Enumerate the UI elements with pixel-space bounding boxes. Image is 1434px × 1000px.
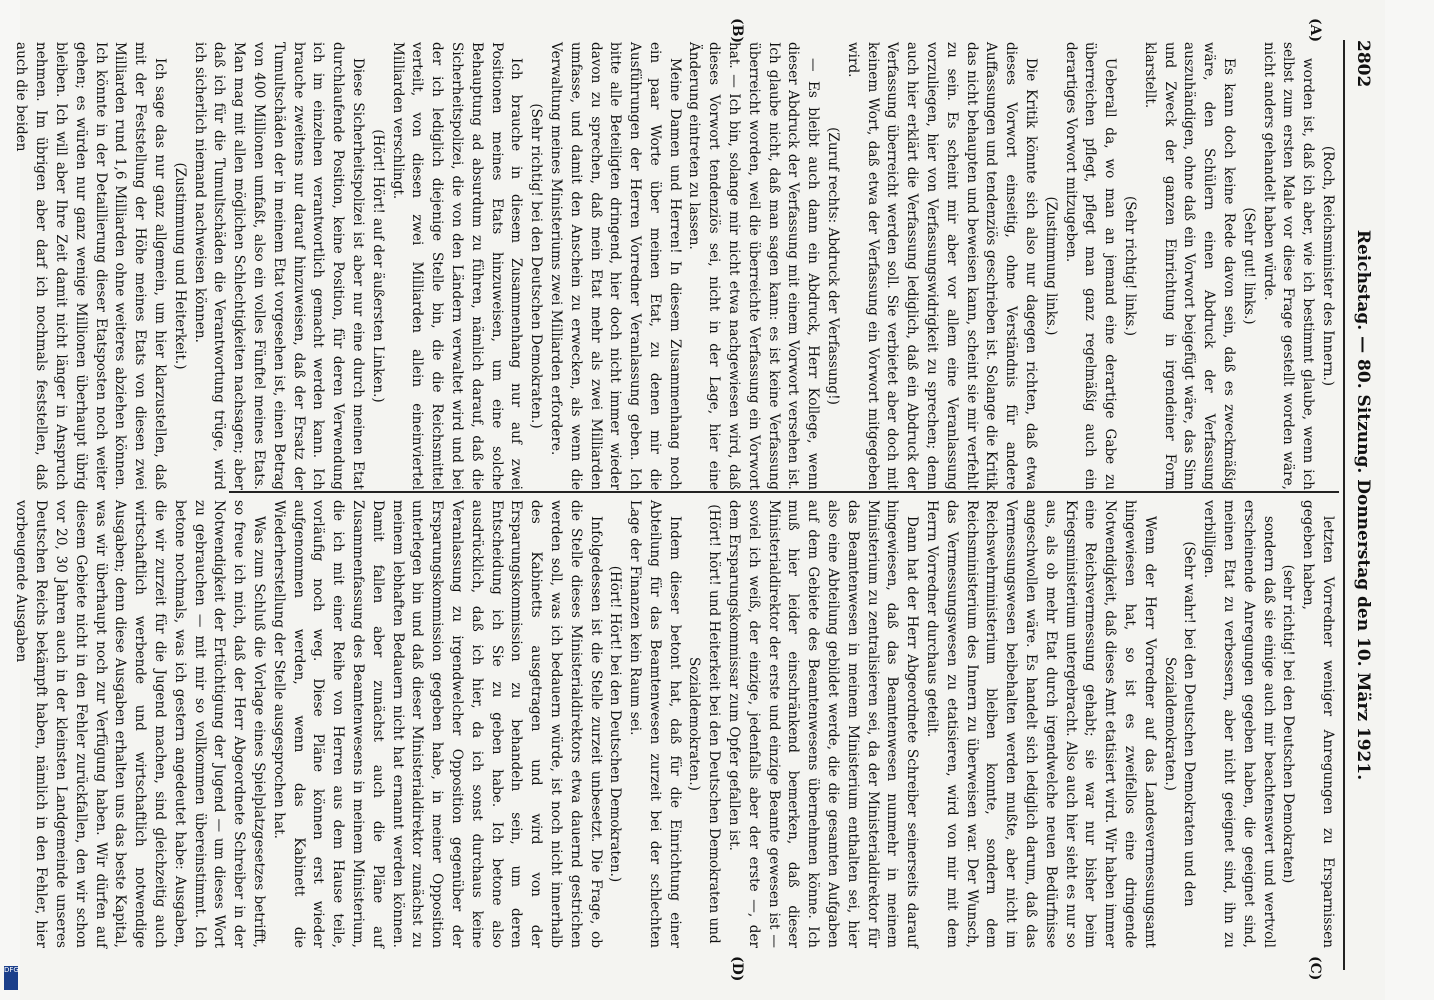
paragraph: Indem dieser betont hat, daß für die Einrichtung einer Abteilung für das Beamtenwesen zurzeit bei der schlechten Lage der Finanzen kein Raum sei. bbox=[627, 500, 683, 948]
page-title: Reichstag. — 80. Sitzung. Donnerstag den 10. März 1921. bbox=[1353, 229, 1373, 781]
paragraph: (Roch, Reichsminister des Innern.) bbox=[1320, 145, 1336, 387]
paragraph: Wenn der Herr Vorredner auf das Landesvermessungsamt hingewiesen hat, so ist es zweifellos eine dringende Notwendigkeit, daß dieses Amt etatisiert wird. Wir haben immer eine Reichsvermessung gehabt; sie war nur bisher beim Kriegsministerium untergebracht. Also auch hier sieht es nur so aus, als ob mehr Etat durch irgendwelche neuen Bedürfnisse angeschwollen wäre. Es handelt sich lediglich darum, daß das Vermessungswesen beibehalten werden mußte, aber nicht im Reichswehrministerium bleiben konnte, sondern dem Reichsministerium des Innern zu überweisen war. Der Wunsch, das Vermessungswesen zu etatisieren, wird von mir mit dem Herrn Vorredner durchaus geteilt. bbox=[924, 500, 1158, 948]
paragraph: Ich sage das nur ganz allgemein, um hier klarzustellen, daß mit der Feststellung der Höhe meines Etats von diesen zwei Milliarden rund 1,6 Milliarden ohne weiteres abziehen können. Ich könnte in der Detaillierung dieser Etatsposten noch weiter gehen; es würden nur ganz wenige Millionen überhaupt übrig bleiben. Ich will aber Ihre Zeit damit nicht länger in Anspruch nehmen. Im übrigen aber darf ich nochmals feststellen, daß auch die beiden bbox=[13, 42, 168, 490]
paragraph: Infolgedessen ist die Stelle zurzeit unbesetzt. Die Frage, ob die Stelle dieses Ministerialdirektors etwa dauernd gestrichen werden soll, was ich bedauern würde, ist noch nicht innerhalb des Kabinetts ausgetragen und wird von der Ersparungskommission zu behandeln sein, um deren Entscheidung ich Sie zu geben habe. Ich betone also ausdrücklich, daß ich hier, da ich sonst durchaus keine Veranlassung zu irgendwelcher Opposition gegenüber der Ersparungskommission gegeben habe, in meiner Opposition unterlegen bin und daß dieser Ministerialdirektor zunächst zu meinem lebhaften Bedauern nicht hat ernannt werden können. Damit fallen aber zunächst auch die Pläne auf Zusammenfassung des Beamtenwesens in meinem Ministerium, die ich mit einer Reihe von Herren aus dem Hause teile, vorläufig noch weg. Diese Pläne können erst wieder aufgenommen werden, wenn das Kabinett die Wiederherstellung der Stelle ausgesprochen hat. bbox=[270, 500, 604, 948]
right-column bbox=[11, 500, 1337, 948]
paragraph: (sehr richtig! bei den Deutschen Demokraten) bbox=[1280, 564, 1297, 884]
paragraph: (Hört! Hört! auf der äußersten Linken.) bbox=[369, 129, 386, 403]
paragraph: (Zustimmung und Heiterkeit.) bbox=[171, 162, 188, 370]
left-column bbox=[11, 42, 1337, 490]
page-number: 2802 bbox=[1353, 40, 1373, 88]
paragraph: (Hört! Hört! bei den Deutschen Demokraten.) bbox=[607, 565, 624, 883]
paragraph: (Zustimmung links.) bbox=[1042, 196, 1059, 336]
paragraph: Ueberall da, wo man an jemand eine derartige Gabe zu überreichen pflegt, pflegt man ganz regelmäßig auch ein derartiges Vorwort mitzugeben. bbox=[1062, 42, 1119, 490]
newspaper-sheet bbox=[13, 0, 1385, 1000]
paragraph: Es kann doch keine Rede davon sein, daß es zweckmäßig wäre, den Schülern einen Abdruck der Verfassung auszuhändigen, ohne daß ein Vorwort beigefügt wäre, das Sinn und Zweck der ganzen Einrichtung in irgendeiner Form klarstellt. bbox=[1141, 42, 1238, 490]
dfg-logo: DFG bbox=[4, 966, 18, 990]
margin-mark-c: (C) bbox=[1307, 956, 1323, 981]
paragraph: Dann hat der Herr Abgeordnete Schreiber seinerseits darauf hingewiesen, daß das Beamtenwesen nunmehr in meinem Ministerium zu zentralisieren sei, da der Ministerialdirektor für das Beamtenwesen in meinem Ministerium enthalten sei, hier also eine Abteilung gebildet werde, die die gesamten Aufgaben auf dem Gebiete des Beamtenwesens übernehmen könne. Ich muß hier leider einschränkend bemerken, daß dieser Ministerialdirektor der erste und einzige Beamte gewesen ist — soviel ich weiß, der einzige, jedenfalls aber der erste —, der dem Ersparungskommissar zum Opfer gefallen ist. bbox=[726, 500, 921, 948]
paragraph: Ich brauche in diesem Zusammenhang nur auf zwei Positionen meines Etats hinzuweisen, um eine solche Behauptung ad absurdum zu führen, nämlich darauf, daß die Sicherheitspolizei, die von den Ländern verwaltet wird und bei der ich lediglich diejenige Stelle bin, die die Reichsmittel verteilt, von diesen zwei Milliarden allein eineinviertel Milliarden verschlingt. bbox=[389, 42, 525, 490]
paragraph: — Es bleibt auch dann ein Abdruck, Herr Kollege, wenn dieser Abdruck der Verfassung mit einem Vorwort versehen ist. Ich glaube nicht, daß man sagen kann: es ist keine Verfassung überreicht worden, weil die überreichte Verfassung ein Vorwort hat. — Ich bin, solange mir nicht etwa nachgewiesen wird, daß dieses Vorwort tendenziös sei, nicht in der Lage, hier eine Änderung eintreten zu lassen. bbox=[686, 42, 822, 490]
margin-mark-d: (D) bbox=[729, 956, 745, 982]
paragraph: Diese Sicherheitspolizei ist aber nur eine durch meinen Etat durchlaufende Position, keine Position, für deren Verwendung ich im einzelnen verantwortlich gemacht werden kann. Ich brauche zweitens nur darauf hinzuweisen, daß der Ersatz der Tumultschäden der in meinem Etat vorgesehen ist, einen Betrag von 400 Millionen umfaßt, also ein volles Fünftel meines Etats. Man mag mit allen möglichen Schlechtigkeiten nachsagen; aber daß ich für die Tumultschäden die Verantwortung trüge, wird ich sicherlich niemand nachweisen können. bbox=[191, 42, 366, 490]
paragraph: (Sehr wahr! bei den Deutschen Demokraten und den Sozialdemokraten.) bbox=[1161, 541, 1198, 907]
margin-mark-a: (A) bbox=[1307, 18, 1323, 43]
paragraph: Die Kritik könnte sich also nur dagegen richten, daß etwa dieses Vorwort einseitig, ohne Verständnis für andere Auffassungen und tendenziös geschrieben ist. Solange die Kritik das nicht behaupten und beweisen kann, scheint sie mir verfehlt zu sein. Es scheint mir aber vor allem eine Veranlassung vorzuliegen, hier von Verfassungswidrigkeit zu sprechen; denn auch hier erklärt die Verfassung lediglich, daß ein Abdruck der Verfassung überreicht werden soll. Sie verbietet aber doch mit keinem Wort, daß etwa der Verfassung ein Vorwort mitgegeben wird. bbox=[844, 42, 1040, 490]
paragraph: Was zum Schluß die Vorlage eines Spielplatzgesetzes betrifft, so freue ich mich, daß der Herr Abgeordnete Schreiber in der Notwendigkeit der Ertüchtigung der Jugend — um dieses Wort zu gebrauchen — mit mir so vollkommen übereinstimmt. Ich betone nochmals, was ich gestern angedeutet habe: Ausgaben, die wir zurzeit für die Jugend machen, sind gleichzeitig auch wirtschaftlich werbende und wirtschaftlich notwendige Ausgaben; denn diese Ausgaben erhalten uns das beste Kapital, was wir überhaupt noch zur Verfügung haben. Wir dürfen auf diesem Gebiete nicht in den Fehler zurückfallen, den wir schon vor 20, 30 Jahren auch in der kleinsten Landgemeinde unseres Deutschen Reichs bekämpft haben, nämlich in den Fehler, hier vorbeugende Ausgaben bbox=[13, 500, 267, 948]
paragraph: (Sehr gut! links.) bbox=[1240, 207, 1257, 325]
page-header bbox=[1343, 40, 1375, 970]
paragraph: sondern daß sie einige auch mir beachtenswert und wertvoll erscheinende Anregungen gegeben haben, die geeignet sind, meinen Etat zu verbessern, aber nicht geeignet sind, ihn zu verbilligen. bbox=[1201, 500, 1277, 948]
margin-mark-b: (B) bbox=[729, 18, 745, 44]
paragraph: (Hört! hört! und Heiterkeit bei den Deutschen Demokraten und Sozialdemokraten.) bbox=[686, 504, 723, 944]
column-rule bbox=[229, 491, 1339, 493]
paragraph: (Zuruf rechts: Abdruck der Verfassung!) bbox=[825, 127, 842, 405]
paragraph: (Sehr richtig! links.) bbox=[1122, 195, 1139, 337]
paragraph: (Sehr richtig! bei den Deutschen Demokraten.) bbox=[528, 103, 545, 429]
paragraph: worden ist, daß ich aber, wie ich bestimmt glaube, wenn ich selbst zum ersten Male vor diese Frage gestellt worden wäre, nicht anders gehandelt haben würde. bbox=[1260, 42, 1317, 490]
paragraph: letzten Vorredner weniger Anregungen zu Ersparnissen gegeben haben, bbox=[1300, 500, 1336, 948]
paragraph: Meine Damen und Herren! In diesem Zusammenhang noch ein paar Worte über meinen Etat, zu denen mir die Ausführungen der Herren Vorredner Veranlassung geben. Ich bitte alle Beteiligten dringend, hier doch nicht immer wieder davon zu sprechen, daß mein Etat mehr als zwei Milliarden umfasse, und damit den Anschein zu erwecken, als wenn die Verwaltung meines Ministeriums zwei Milliarden erfordere. bbox=[547, 42, 683, 490]
